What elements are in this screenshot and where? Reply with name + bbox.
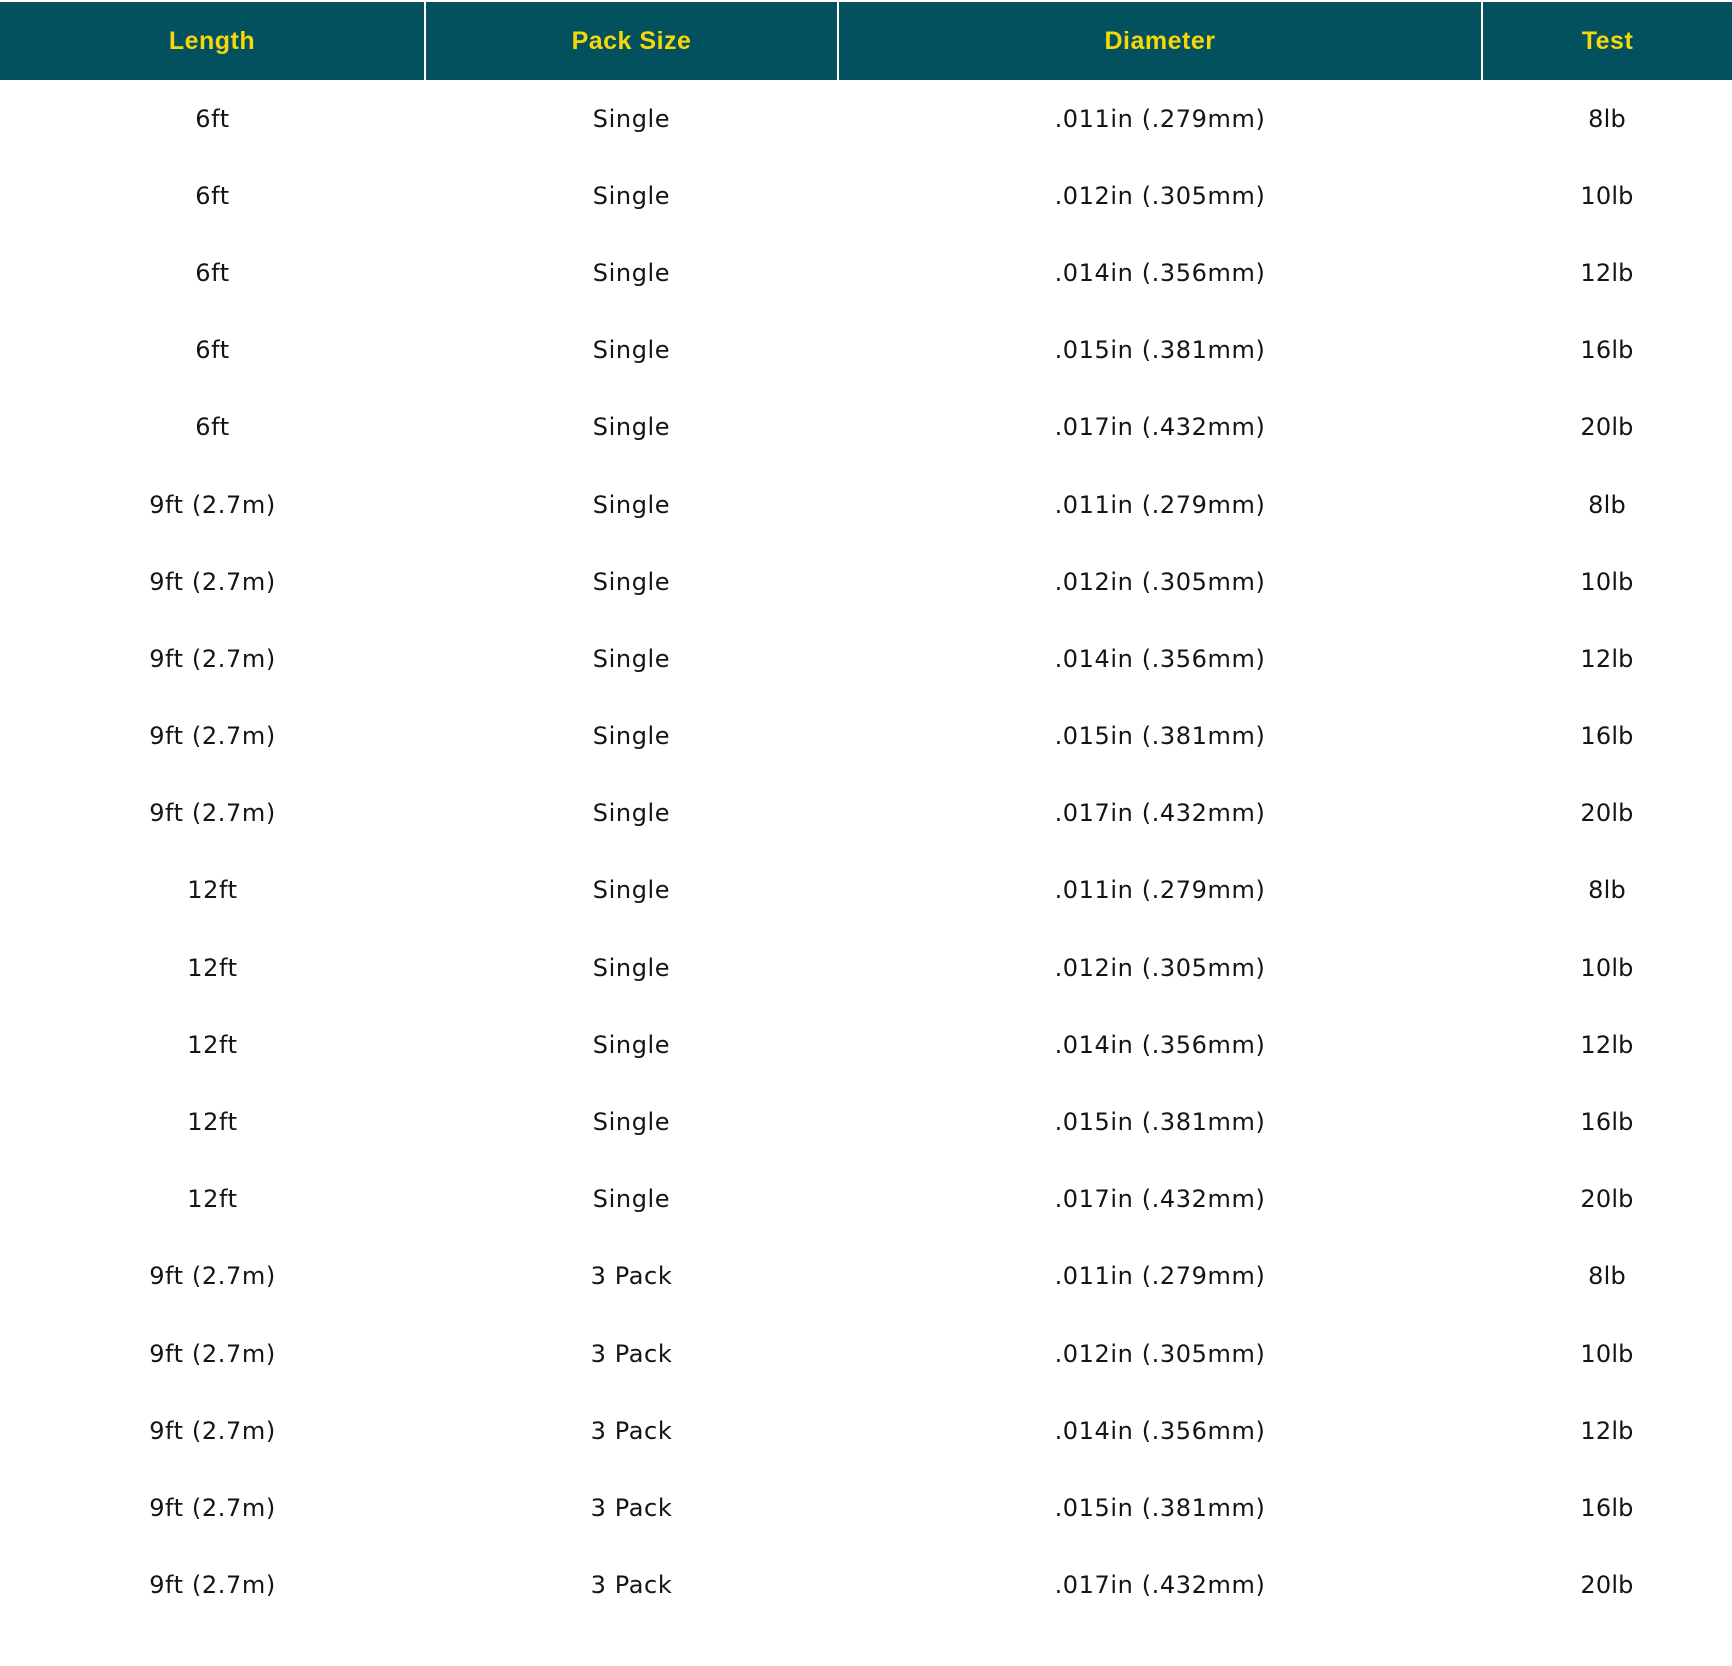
diameter-cell: .014in (.356mm) bbox=[1054, 1416, 1266, 1445]
test-cell: 16lb bbox=[1580, 336, 1634, 365]
header-row bbox=[0, 1, 1732, 80]
length-cell: 6ft bbox=[195, 104, 230, 133]
table-row bbox=[0, 929, 1732, 1006]
table-row bbox=[0, 1083, 1732, 1160]
table-body bbox=[0, 80, 1732, 1624]
column-header-pack-size: Pack Size bbox=[425, 1, 838, 80]
diameter-cell: .011in (.279mm) bbox=[1054, 490, 1266, 519]
pack-size-cell: Single bbox=[592, 644, 671, 673]
diameter-cell: .012in (.305mm) bbox=[1054, 953, 1266, 982]
length-cell: 6ft bbox=[195, 413, 230, 442]
test-cell: 20lb bbox=[1580, 413, 1634, 442]
table-row bbox=[0, 1469, 1732, 1546]
diameter-cell: .017in (.432mm) bbox=[1054, 1185, 1266, 1214]
test-cell: 20lb bbox=[1580, 1571, 1634, 1600]
table-row bbox=[0, 1006, 1732, 1083]
pack-size-cell: Single bbox=[592, 722, 671, 751]
table-row bbox=[0, 466, 1732, 543]
diameter-cell: .011in (.279mm) bbox=[1054, 1262, 1266, 1291]
length-cell: 12ft bbox=[187, 876, 238, 905]
pack-size-cell: 3 Pack bbox=[590, 1493, 673, 1522]
diameter-cell: .012in (.305mm) bbox=[1054, 181, 1266, 210]
table-row bbox=[0, 775, 1732, 852]
diameter-cell: .015in (.381mm) bbox=[1054, 1493, 1266, 1522]
length-cell: 9ft (2.7m) bbox=[149, 567, 276, 596]
test-cell: 10lb bbox=[1580, 1339, 1634, 1368]
test-cell: 20lb bbox=[1580, 1185, 1634, 1214]
length-cell: 9ft (2.7m) bbox=[149, 1416, 276, 1445]
table-row bbox=[0, 543, 1732, 620]
length-cell: 9ft (2.7m) bbox=[149, 722, 276, 751]
length-cell: 9ft (2.7m) bbox=[149, 1493, 276, 1522]
pack-size-cell: Single bbox=[592, 1185, 671, 1214]
table-header bbox=[0, 1, 1732, 80]
test-cell: 8lb bbox=[1588, 1262, 1626, 1291]
pack-size-cell: Single bbox=[592, 799, 671, 828]
column-header-test: Test bbox=[1482, 1, 1732, 80]
diameter-cell: .017in (.432mm) bbox=[1054, 1571, 1266, 1600]
table-row bbox=[0, 1547, 1732, 1624]
diameter-cell: .014in (.356mm) bbox=[1054, 258, 1266, 287]
table-row bbox=[0, 80, 1732, 157]
length-cell: 6ft bbox=[195, 336, 230, 365]
length-cell: 12ft bbox=[187, 1185, 238, 1214]
table-row bbox=[0, 312, 1732, 389]
pack-size-cell: 3 Pack bbox=[590, 1416, 673, 1445]
table-row bbox=[0, 157, 1732, 234]
pack-size-cell: Single bbox=[592, 104, 671, 133]
pack-size-cell: Single bbox=[592, 336, 671, 365]
diameter-cell: .012in (.305mm) bbox=[1054, 567, 1266, 596]
table-row bbox=[0, 1238, 1732, 1315]
table-row bbox=[0, 698, 1732, 775]
table-row bbox=[0, 852, 1732, 929]
pack-size-cell: Single bbox=[592, 953, 671, 982]
test-cell: 16lb bbox=[1580, 722, 1634, 751]
diameter-cell: .017in (.432mm) bbox=[1054, 799, 1266, 828]
test-cell: 10lb bbox=[1580, 181, 1634, 210]
length-cell: 12ft bbox=[187, 953, 238, 982]
column-header-length: Length bbox=[0, 1, 425, 80]
pack-size-cell: Single bbox=[592, 1108, 671, 1137]
table-row bbox=[0, 1315, 1732, 1392]
test-cell: 12lb bbox=[1580, 1030, 1634, 1059]
length-cell: 6ft bbox=[195, 258, 230, 287]
length-cell: 9ft (2.7m) bbox=[149, 1571, 276, 1600]
test-cell: 16lb bbox=[1580, 1493, 1634, 1522]
diameter-cell: .012in (.305mm) bbox=[1054, 1339, 1266, 1368]
pack-size-cell: Single bbox=[592, 181, 671, 210]
length-cell: 9ft (2.7m) bbox=[149, 1339, 276, 1368]
diameter-cell: .011in (.279mm) bbox=[1054, 104, 1266, 133]
test-cell: 16lb bbox=[1580, 1108, 1634, 1137]
diameter-cell: .014in (.356mm) bbox=[1054, 644, 1266, 673]
diameter-cell: .015in (.381mm) bbox=[1054, 336, 1266, 365]
pack-size-cell: Single bbox=[592, 413, 671, 442]
length-cell: 12ft bbox=[187, 1030, 238, 1059]
test-cell: 12lb bbox=[1580, 1416, 1634, 1445]
test-cell: 8lb bbox=[1588, 490, 1626, 519]
length-cell: 9ft (2.7m) bbox=[149, 1262, 276, 1291]
column-header-diameter: Diameter bbox=[838, 1, 1482, 80]
length-cell: 12ft bbox=[187, 1108, 238, 1137]
diameter-cell: .011in (.279mm) bbox=[1054, 876, 1266, 905]
pack-size-cell: 3 Pack bbox=[590, 1339, 673, 1368]
test-cell: 8lb bbox=[1588, 876, 1626, 905]
pack-size-cell: Single bbox=[592, 876, 671, 905]
table-row bbox=[0, 1392, 1732, 1469]
pack-size-cell: Single bbox=[592, 490, 671, 519]
diameter-cell: .015in (.381mm) bbox=[1054, 722, 1266, 751]
test-cell: 10lb bbox=[1580, 953, 1634, 982]
table-row bbox=[0, 389, 1732, 466]
test-cell: 8lb bbox=[1588, 104, 1626, 133]
length-cell: 9ft (2.7m) bbox=[149, 799, 276, 828]
test-cell: 12lb bbox=[1580, 644, 1634, 673]
length-cell: 9ft (2.7m) bbox=[149, 490, 276, 519]
test-cell: 20lb bbox=[1580, 799, 1634, 828]
table-row bbox=[0, 234, 1732, 311]
diameter-cell: .014in (.356mm) bbox=[1054, 1030, 1266, 1059]
pack-size-cell: Single bbox=[592, 567, 671, 596]
pack-size-cell: Single bbox=[592, 258, 671, 287]
length-cell: 9ft (2.7m) bbox=[149, 644, 276, 673]
table-row bbox=[0, 1161, 1732, 1238]
pack-size-cell: 3 Pack bbox=[590, 1571, 673, 1600]
test-cell: 10lb bbox=[1580, 567, 1634, 596]
pack-size-cell: 3 Pack bbox=[590, 1262, 673, 1291]
diameter-cell: .017in (.432mm) bbox=[1054, 413, 1266, 442]
diameter-cell: .015in (.381mm) bbox=[1054, 1108, 1266, 1137]
pack-size-cell: Single bbox=[592, 1030, 671, 1059]
test-cell: 12lb bbox=[1580, 258, 1634, 287]
table-row bbox=[0, 620, 1732, 697]
length-cell: 6ft bbox=[195, 181, 230, 210]
